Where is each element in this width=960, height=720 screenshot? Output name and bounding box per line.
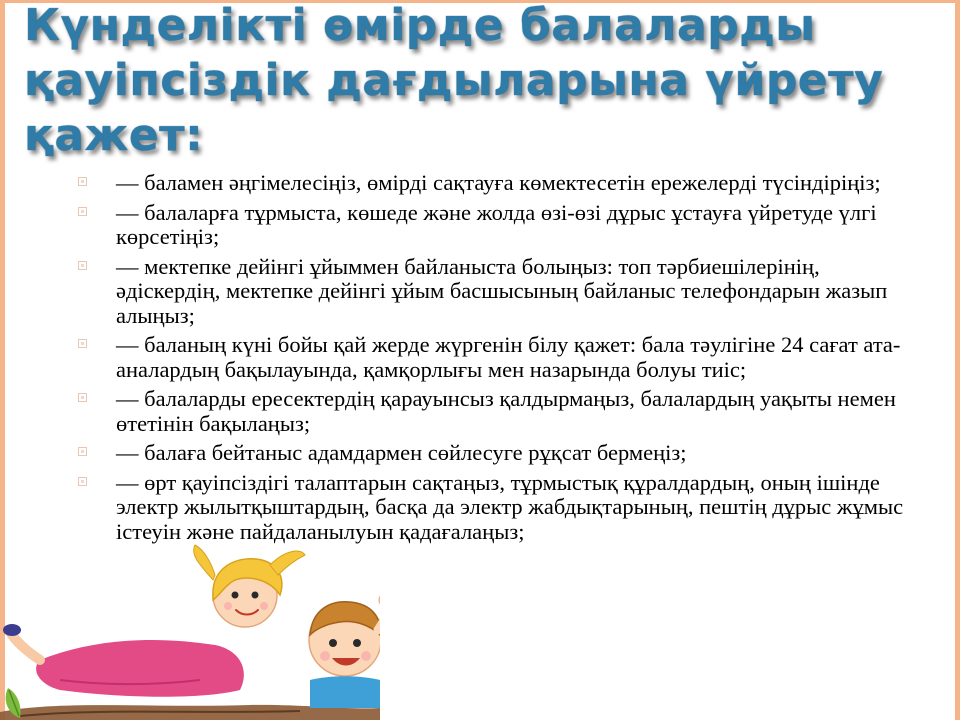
list-item [78, 255, 928, 329]
bullet-icon [78, 393, 87, 402]
list-item-text: — мектепке дейінгі ұйыммен байланыста болыңыз: топ тәрбиешілерінің, әдіскердің, мектепке дейінгі ұйым басшысының байланыс телефондарын жазып алыңыз; [116, 253, 888, 328]
slide-title: Күнделікті өмірде балаларды қауіпсіздік дағдыларына үйрету қажет: [24, 0, 884, 161]
list-item-text: — балаларға тұрмыста, көшеде және жолда өзі-өзі дұрыс ұстауға үйретуде үлгі көрсетіңіз; [116, 199, 877, 249]
bullet-list [78, 171, 928, 549]
list-item [78, 333, 928, 382]
list-item-text: — баламен әңгімелесіңіз, өмірді сақтауға көмектесетін ережелерді түсіндіріңіз; [116, 170, 881, 195]
bullet-icon [78, 207, 87, 216]
list-item [78, 171, 928, 196]
bullet-icon [78, 339, 87, 348]
list-item-text: — баланың күні бойы қай жерде жүргенін білу қажет: бала тәулігіне 24 сағат ата-аналардың бақылауында, қамқорлығы мен назарында болуы тиіс; [116, 332, 901, 382]
bullet-icon [78, 261, 87, 270]
list-item-text: — өрт қауіпсіздігі талаптарын сақтаңыз, тұрмыстық құралдардың, оның ішінде электр жылытқыштардың, басқа да электр жабдықтарының, пештің дұрыс жұмыс істеуін және пайдаланылуын қадағалаңыз; [116, 469, 904, 544]
list-item [78, 471, 928, 545]
list-item-text: — балаға бейтаныс адамдармен сөйлесуге рұқсат бермеңіз; [116, 440, 687, 465]
bullet-icon [78, 477, 87, 486]
list-item [78, 441, 928, 466]
list-item [78, 201, 928, 250]
list-item [78, 387, 928, 436]
list-item-text: — балаларды ересектердің қарауынсыз қалдырмаңыз, балалардың уақыты немен өтетінін бақылаңыз; [116, 386, 896, 436]
bullet-icon [78, 177, 87, 186]
bullet-icon [78, 447, 87, 456]
children-illustration [0, 540, 380, 720]
